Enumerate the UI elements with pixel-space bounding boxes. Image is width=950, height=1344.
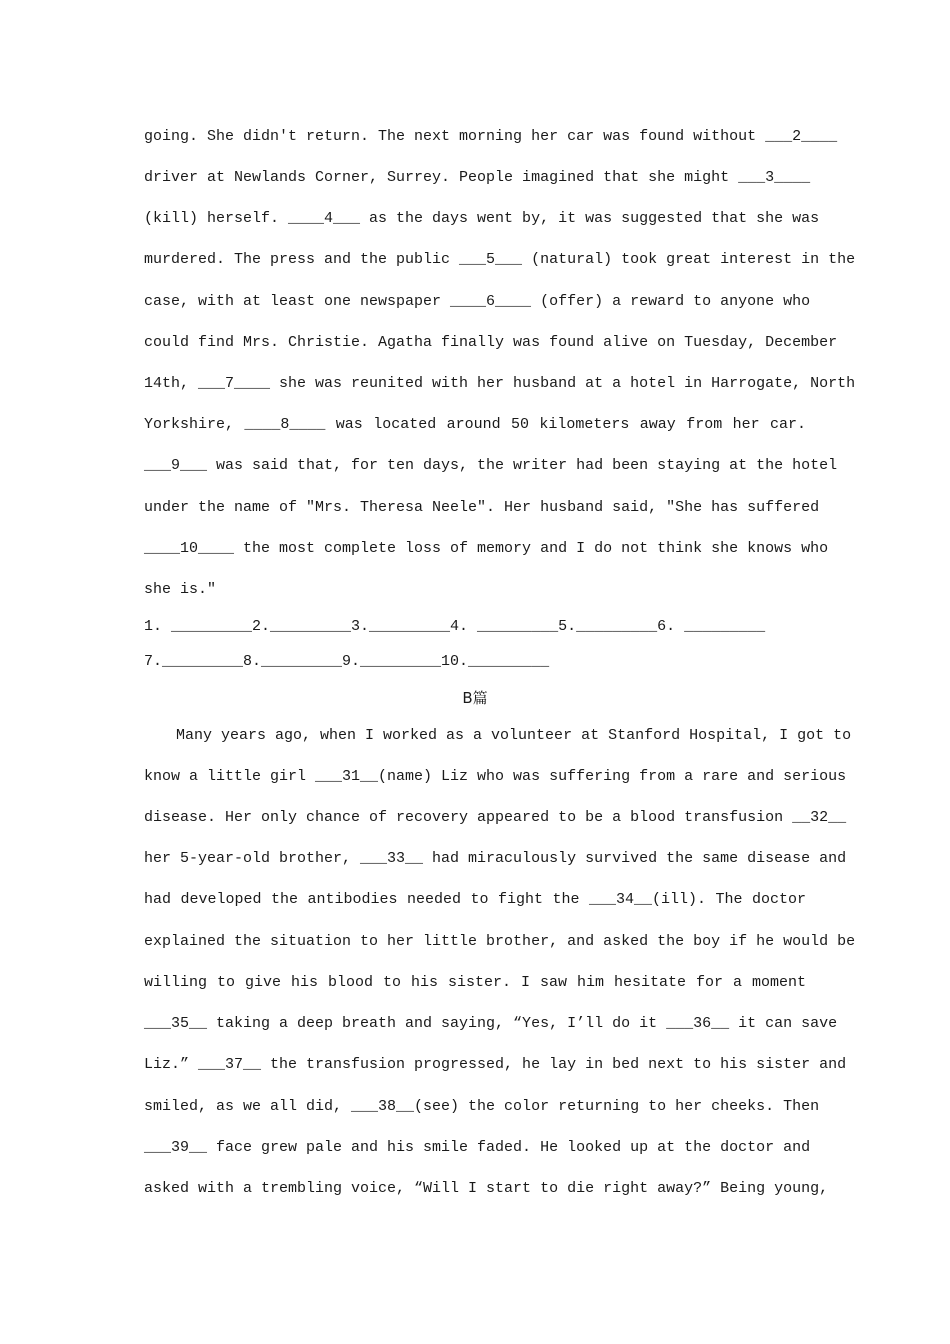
passage-b-line: ___35__ taking a deep breath and saying, “Yes, I’ll do it ___36__ it can save [144,1015,838,1032]
passage-b-line: asked with a trembling voice, “Will I start to die right away?” Being young, [144,1180,829,1197]
passage-a-line: Yorkshire, ____8____ was located around 50 kilometers away from her car. [144,416,806,433]
passage-a-line: she is." [144,581,217,598]
passage-b-line: her 5-year-old brother, ___33__ had miraculously survived the same disease and [144,850,847,867]
answer-row: 7._________8._________9._________10._________ [144,653,550,670]
passage-b-line: know a little girl ___31__(name) Liz who was suffering from a rare and serious [144,768,847,785]
passage-a-line: could find Mrs. Christie. Agatha finally was found alive on Tuesday, December [144,334,838,351]
passage-a-line: (kill) herself. ____4___ as the days went by, it was suggested that she was [144,210,820,227]
passage-b-line: disease. Her only chance of recovery appeared to be a blood transfusion __32__ [144,809,847,826]
passage-b-line: explained the situation to her little brother, and asked the boy if he would be [144,933,856,950]
passage-a-line: under the name of "Mrs. Theresa Neele". Her husband said, "She has suffered [144,499,820,516]
answer-row: 1. _________2._________3._________4. _________5._________6. _________ [144,618,766,635]
passage-a-line: driver at Newlands Corner, Surrey. People imagined that she might ___3____ [144,169,811,186]
passage-b-line: Many years ago, when I worked as a volunteer at Stanford Hospital, I got to [176,727,852,744]
passage-a-line: murdered. The press and the public ___5___ (natural) took great interest in the [144,251,856,268]
passage-b-line: ___39__ face grew pale and his smile faded. He looked up at the doctor and [144,1139,811,1156]
passage-b-line: had developed the antibodies needed to fight the ___34__(ill). The doctor [144,891,806,908]
passage-a-line: going. She didn't return. The next morning her car was found without ___2____ [144,128,838,145]
passage-a-line: 14th, ___7____ she was reunited with her husband at a hotel in Harrogate, North [144,375,856,392]
passage-a-line: ____10____ the most complete loss of memory and I do not think she knows who [144,540,829,557]
passage-b-line: Liz.” ___37__ the transfusion progressed, he lay in bed next to his sister and [144,1056,847,1073]
passage-b-line: willing to give his blood to his sister. I saw him hesitate for a moment [144,974,806,991]
section-b-title: B篇 [462,689,488,707]
passage-a-line: case, with at least one newspaper ____6____ (offer) a reward to anyone who [144,293,811,310]
passage-b-line: smiled, as we all did, ___38__(see) the color returning to her cheeks. Then [144,1098,820,1115]
passage-a-line: ___9___ was said that, for ten days, the writer had been staying at the hotel [144,457,838,474]
